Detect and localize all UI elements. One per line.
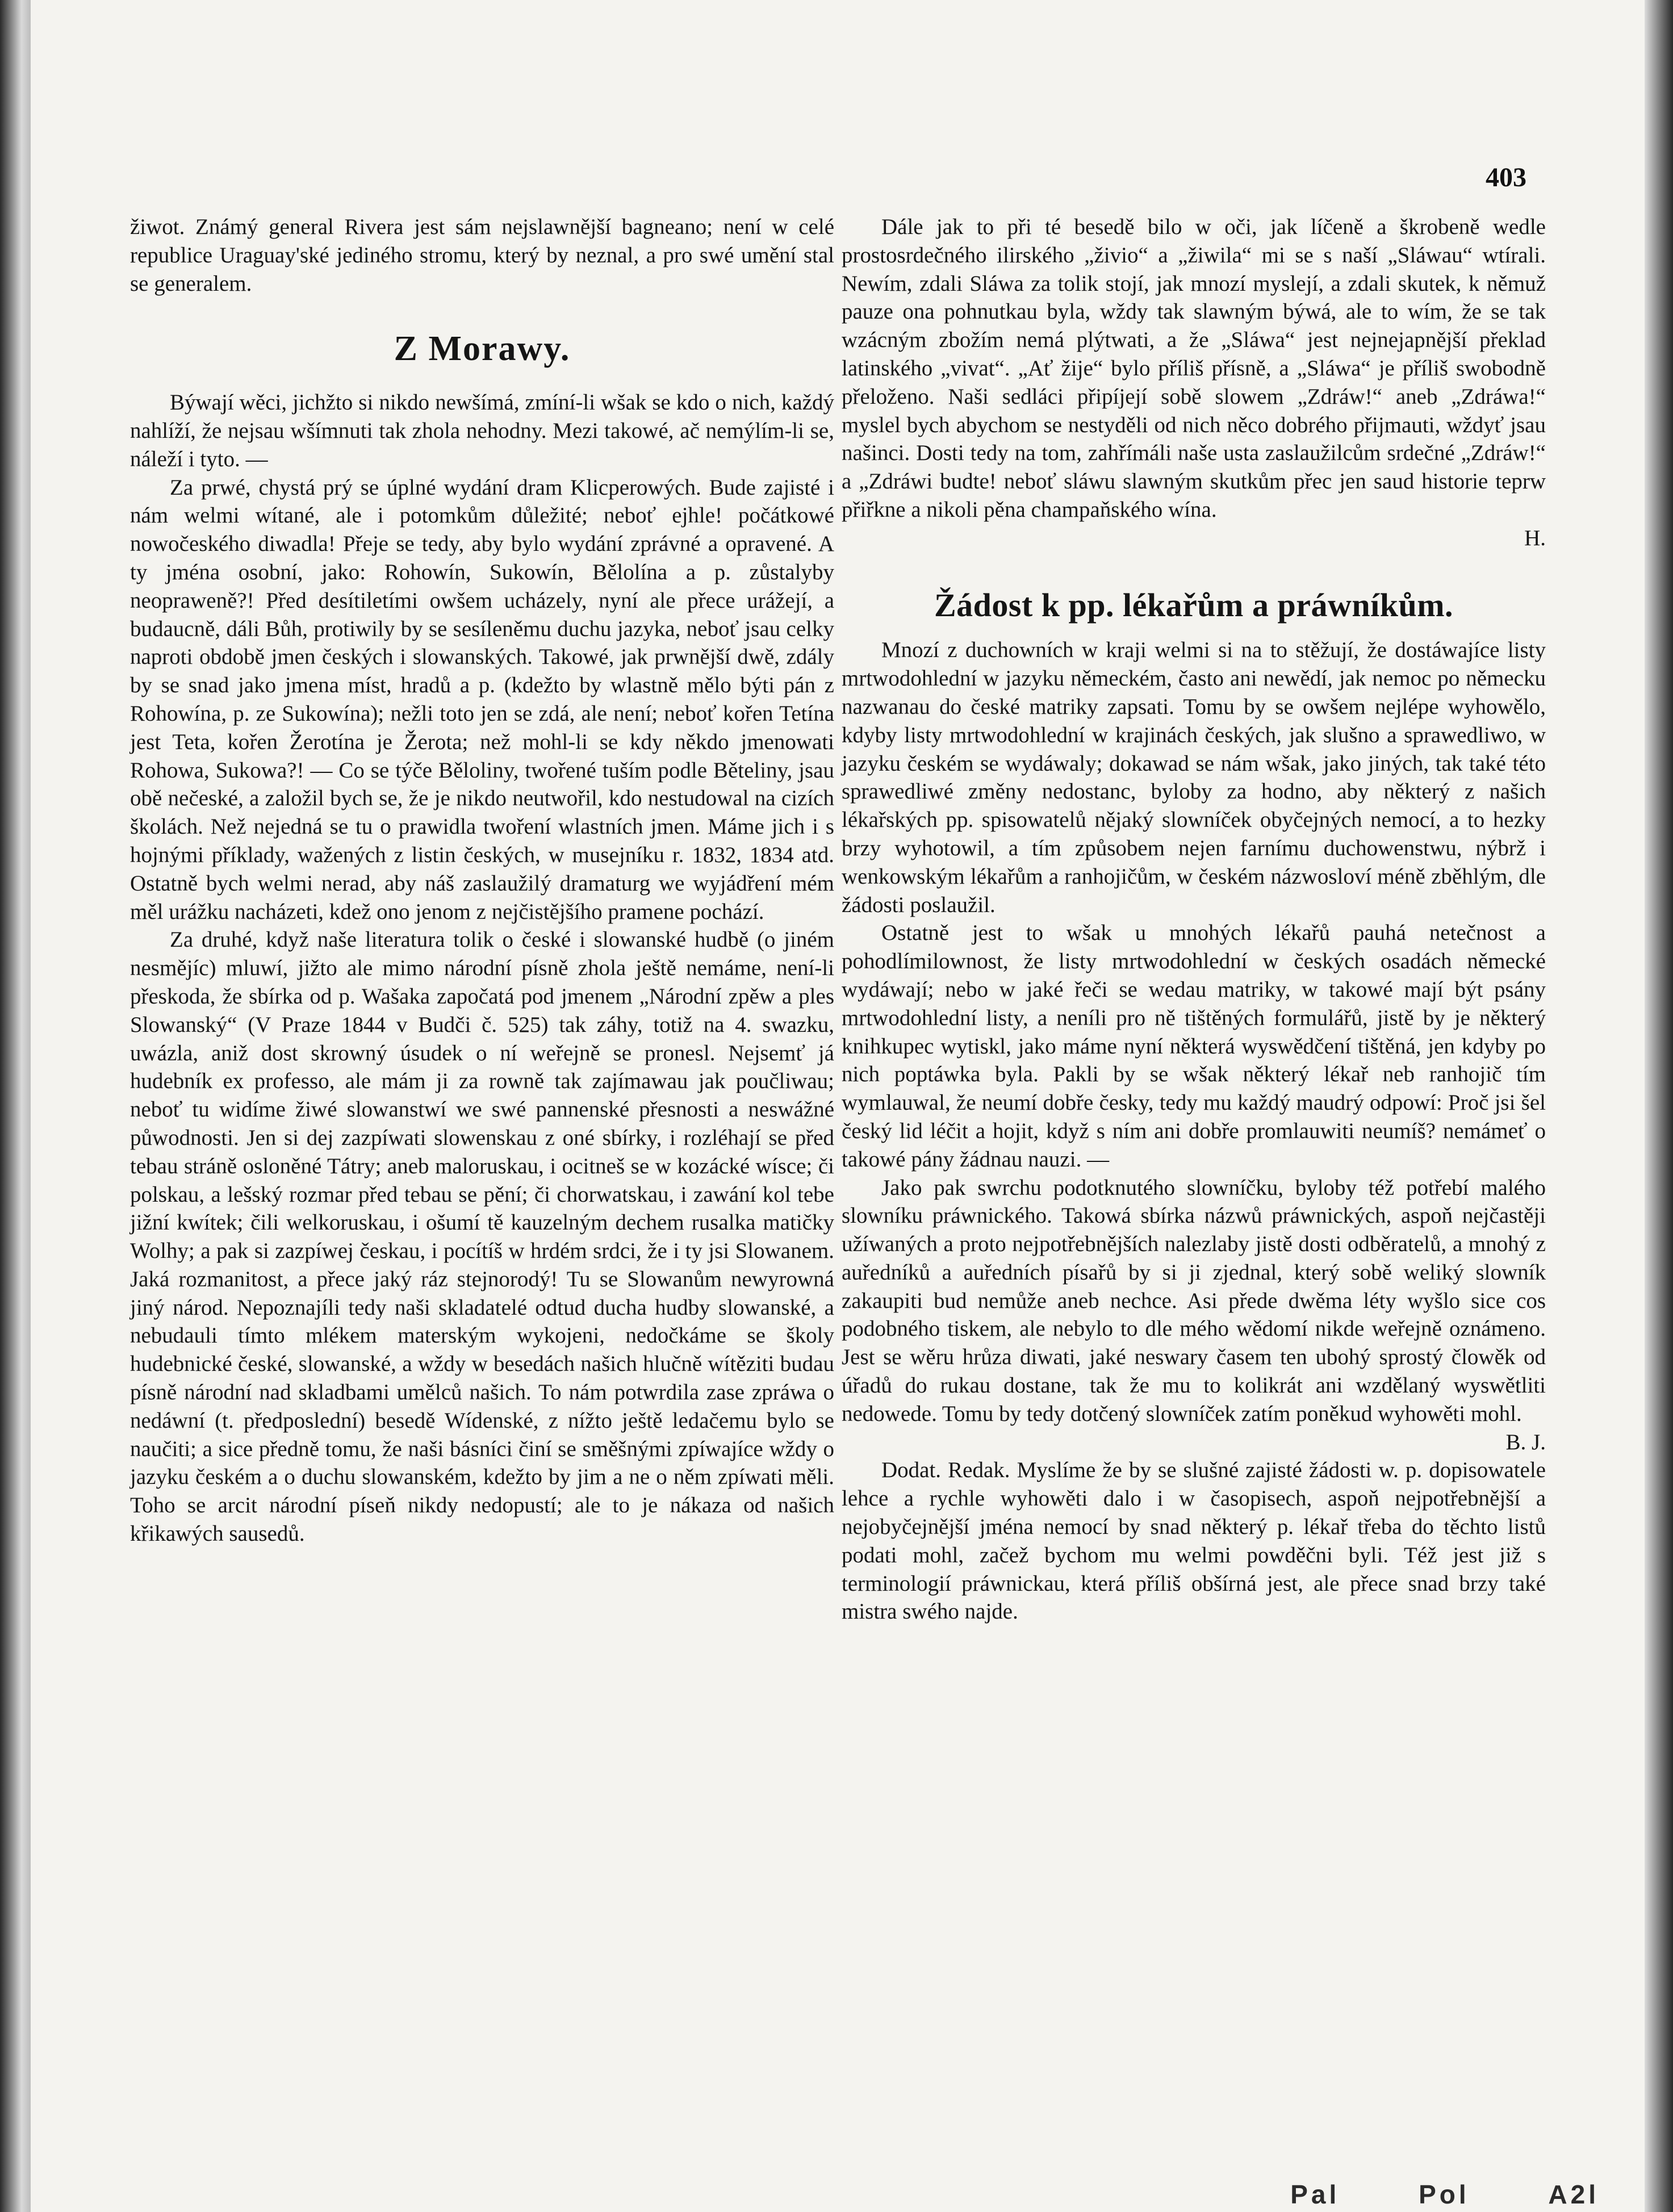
left-column [130,213,834,1548]
editorial-addendum: Dodat. Redak. Myslíme že by se slušné zajisté žádosti w. p. dopisowatele lehce a rychle wyhowěti dalo i w časopisech, aspoň nejpotřebnější a nejobyčejnější jména nemocí by snad některý p. lékař třeba do těchto listů podati mohl, začež bychom mu welmi powděčni byli. Též jest již s terminologií práwnickau, která příliš obšírná jest, ale přece snad brzy také mistra swého najde. [842,1458,1546,1624]
scan-footer-marks [1222,2179,1599,2210]
paragraph: Býwají wěci, jichžto si nikdo newšímá, zmíní-li wšak se kdo o nich, každý nahlíží, že nejsau wšímnuti tak zhola nehodny. Mezi takowé, ač nemýlím-li se, náleží i tyto. — [130,390,834,471]
paragraph: Jako pak swrchu podotknutého slowníčku, byloby též potřebí malého slowníku práwnického. Takowá sbírka názwů práwnických, aspoň nejčastěji užíwaných a proto nejpotřebnějších nalezlaby jistě dosti odběratelů, a mnohý z auředníků a auředních písařů by si ji zjednal, který sobě weliký slowník zakaupiti bud nemůže aneb nechce. Asi přede dwěma léty wyšlo sice cos podobného tiskem, ale nebylo to dle mého wědomí nikde weřejně oznámeno. Jest se wěru hrůza diwati, jaké neswary časem ten ubohý sprostý člowěk od úřadů do rukau dostane, tak že mu to kolikrát ani wzdělaný wyswětliti nedowede. Tomu by tedy dotčený slowníček zatím poněkud wyhowěti mohl. [842,1175,1546,1426]
paragraph: Dále jak to při té besedě bilo w oči, jak líčeně a škrobeně wedle prostosrdečného ilirského „živio“ a „žiwila“ mi se s naší „Sláwau“ wtírali. Newím, zdali Sláwa za tolik stojí, jak mnozí myslejí, a zdali skutek, k němuž pauze ona pohnutkau byla, wždy tak slawným býwá, ale to wím, že se tak wzácným zbožím nemá plýtwati, a že „Sláwa“ jest nejnejapnější překlad latinského „vivat“. „Ať žije“ bylo příliš přísně, a „Sláwa“ je příliš swobodně přeloženo. Naši sedláci připíjejí sobě slowem „Zdráw!“ aneb „Zdráwa!“ myslel bych abychom se nestyděli od nich něco dobrého přijmauti, wždyť jsau našinci. Dosti tedy na tom, zahřímáli naše usta zaslaužilcům srdečné „Zdráw!“ a „Zdráwi budte! neboť sláwu slawným skutkům přec jen saud historie teprw přiřkne a nikoli pěna champaňského wína. [842,215,1546,522]
paragraph: Za druhé, když naše literatura tolik o české i slowanské hudbě (o jiném nesmějíc) mluwí, jižto ale mimo národní písně zhola ještě nemáme, není-li přeskoda, že sbírka od p. Wašaka započatá pod jmenem „Národní zpěw a ples Slowanský“ (V Praze 1844 v Budči č. 525) tak záhy, totiž na 4. swazku, uwázla, aniž dost skrowný úsudek o ní weřejně se pronesl. Nejsemť já hudebník ex professo, ale mám ji za rowně tak zajímawau jak poučliwau; neboť tu widíme žiwé slowanstwí we swé pannenské přesnosti a neswážné půwodnosti. Jen si dej zazpíwati slowenskau z oné sbírky, i rozléhají se před tebau stráně osloněné Tátry; aneb maloruskau, i ocitneš se w kozácké wísce; či polskau, a lešský rozmar před tebau se pění; či chorwatskau, i zawání kol tebe jižní kwítek; čili welkoruskau, i ošumí tě kauzelným dechem rusalka matičky Wolhy; a pak si zazpíwej českau, i pocítíš w hrdém srdci, že i ty jsi Slowanem. Jaká rozmanitost, a přece jaký ráz stejnorodý! Tu se Slowanům newyrowná jiný národ. Nepoznajíli tedy naši skladatelé odtud ducha hudby slowanské, a nebudauli tímto mlékem materským wykojeni, nedočkáme se školy hudebnické české, slowanské, a wždy w besedách našich hlučně wítěziti budau písně národní nad skladbami umělců našich. To nám potwrdila zase zpráwa o nedáwní (t. předposlední) besedě Wídenské, z nížto ještě ledačemu bylo se naučiti; a sice předně tomu, že naši básníci činí se směšnými zpíwajíce wždy o jazyku českém a o duchu slowanském, kdežto by jim a ne o něm zpíwati měli. Toho se arcit národní píseň nikdy nedopustí; ale to je nákaza od našich křikawých sausedů. [130,927,834,1546]
footer-mark: Pal [1290,2180,1340,2209]
section-heading-zadost: Žádost k pp. lékařům a práwníkům. [934,586,1454,624]
footer-mark: Pol [1419,2180,1470,2209]
page-number: 403 [1486,162,1526,193]
paragraph: Za prwé, chystá prý se úplné wydání dram Klicperowých. Bude zajisté i nám welmi wítané, ale i potomkům důležité; neboť ejhle! počátkowé nowočeského diwadla! Přeje se tedy, aby bylo wydání zprávné a opravené. A ty jména osobní, jako: Rohowín, Sukowín, Bělolína a p. zůstalyby neopraweně?! Před desítiletími owšem ucházely, nyní ale přece urážejí, a budaucně, dáli Bůh, protiwily by se sesíleněmu duchu jazyka, neboť jsau celky naproti obdobě jmen českých i slowanských. Takowé, jak prwnější dwě, zdály by se snad jako jmena míst, hradů a p. (kdežto by wlastně mělo býti pán z Rohowína, p. ze Sukowína); nežli toto jen se zdá, ale není; neboť kořen Tetína jest Teta, kořen Žerotína je Žerota; než mohl-li se kdy někdo jmenowati Rohowa, Sukowa?! — Co se týče Běloliny, twořené tuším podle Běteliny, jsau obě nečeské, a založil bych se, že je nikdo neutwořil, kdo nestudowal na cizích školách. Než nejedná se tu o prawidla twoření wlastních jmen. Máme jich i s hojnými příklady, wažených z listin českých, w musejníku r. 1832, 1834 atd. Ostatně bych welmi nerad, aby náš zaslaužilý dramaturg we wyjádření mém měl urážku nacházeti, kdež ono jenom z nejčistějšího pramene pochází. [130,475,834,924]
intro-paragraph: žiwot. Známý general Rivera jest sám nejslawnější bagneano; není w celé republice Uraguay'ské jediného stromu, který by neznal, a pro swé umění stal se generalem. [130,215,834,296]
scanner-right-edge [1645,0,1673,2212]
paragraph: Ostatně jest to wšak u mnohých lékařů pauhá netečnost a pohodlímilownost, že listy mrtwodohlední w českých osadách německé wydáwají; nebo w jaké řeči se wedau matriky, w takowé mají být psány mrtwodohlední listy, a neníli pro ně tištěných formulářů, jistě by je některý knihkupec wytiskl, jako máme nyní některá wyswědčení tištěná, jen kdyby po nich poptáwka byla. Pakli by se wšak některý lékař neb ranhojič tím wymlauwal, že neumí dobře česky, tedy mu každý maudrý odpowí: Proč jsi šel český lid léčit a hojit, když s ním ani dobře promlauwiti neumíš? nemámeť o takowé pány žádnau nauzi. — [842,921,1546,1172]
right-column [842,213,1546,1626]
signature: B. J. [1505,1429,1546,1454]
footer-mark: A2l [1548,2180,1599,2209]
scanner-left-strip [0,0,31,2212]
section-heading-morawy: Z Morawy. [394,329,571,369]
signature: H. [1524,525,1546,550]
book-page [31,0,1645,2212]
paragraph: Mnozí z duchowních w kraji welmi si na to stěžují, že dostáwajíce listy mrtwodohlední w jazyku německém, často ani newědí, jak nemoc po německu nazwanau do české matriky zapsati. Tomu by se owšem nejlépe wyhowělo, kdyby listy mrtwodohlední w krajinách českých, jak slušno a sprawedliwo, w jazyku českém se wydáwaly; dokawad se nám wšak, jako jiných, tak také této sprawedliwé změny nedostanc, byloby za hodno, aby některý z našich lékařských pp. spisowatelů nějaký slowníček obyčejných nemocí, a to hezky brzy wyhotowil, a tím způsobem nejen farnímu duchowenstwu, nýbrž i wenkowským lékařům a ranhojičům, w českém názwosloví méně zběhlým, dle žádosti poslaužil. [842,638,1546,917]
